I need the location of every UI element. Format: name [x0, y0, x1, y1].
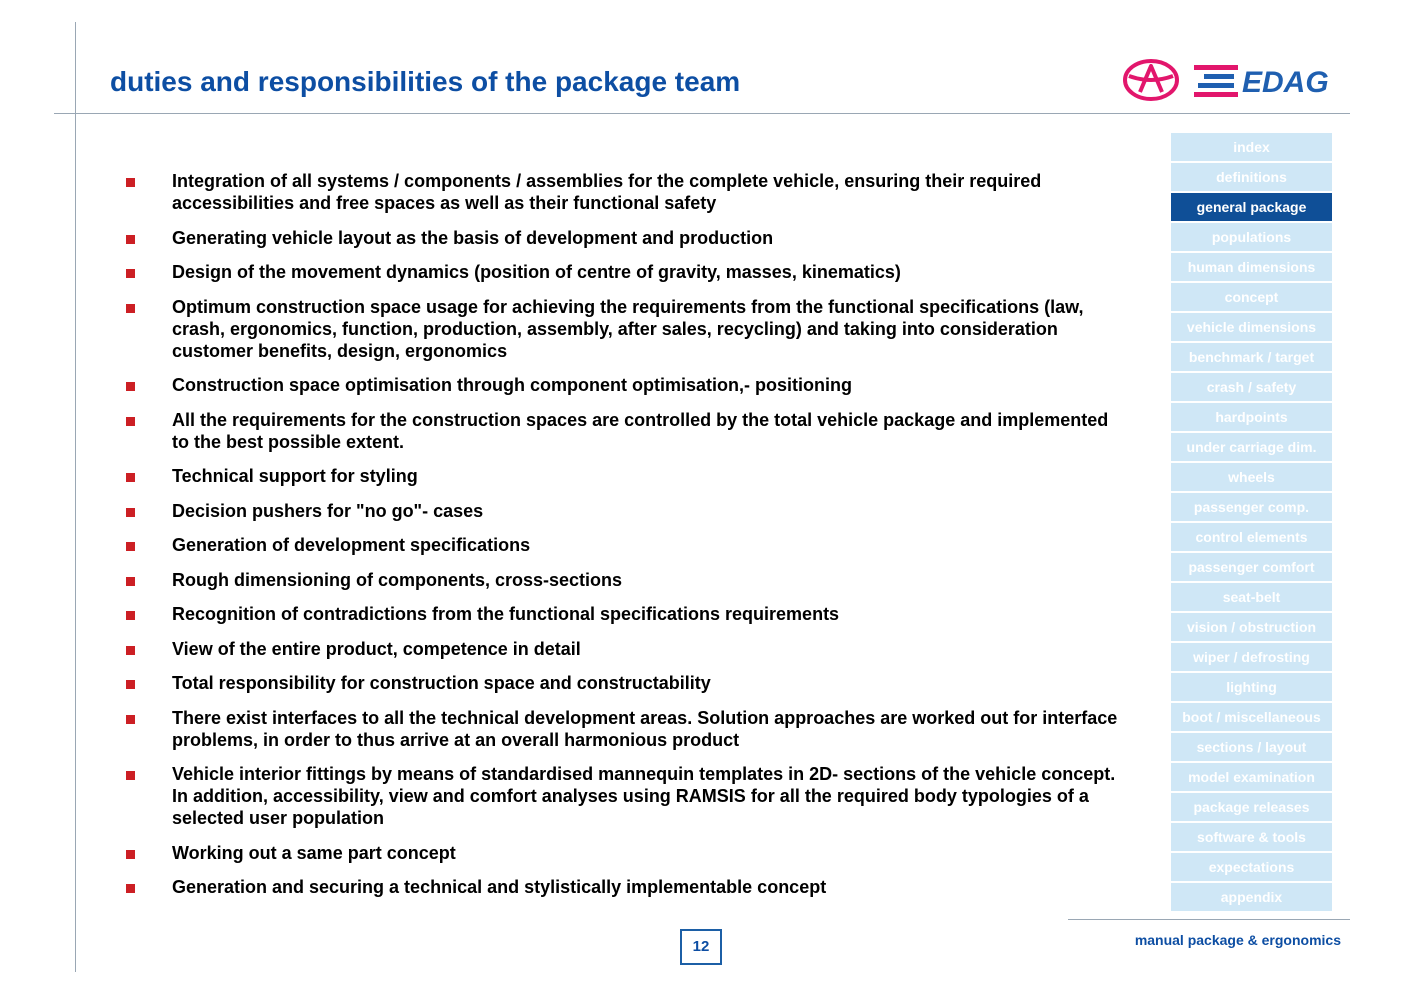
- nav-item-concept[interactable]: concept: [1171, 283, 1332, 311]
- list-item: [120, 500, 1120, 522]
- nav-item-passenger-comfort[interactable]: passenger comfort: [1171, 553, 1332, 581]
- list-item: [120, 261, 1120, 283]
- bullet-square-icon: [126, 304, 135, 313]
- edag-logo-text: EDAG: [1242, 66, 1329, 99]
- list-item-text: Generation and securing a technical and stylistically implementable concept: [172, 877, 827, 897]
- duties-list: [120, 170, 1120, 911]
- nav-item-control-elements[interactable]: control elements: [1171, 523, 1332, 551]
- bullet-square-icon: [126, 508, 135, 517]
- bullet-square-icon: [126, 577, 135, 586]
- list-item-text: Vehicle interior fittings by means of standardised mannequin templates in 2D- sections of the vehicle concept. In addition, accessibility, view and comfort analyses using RAMSIS for all the required body typologies of a selected user population: [172, 764, 1116, 828]
- list-item-text: Working out a same part concept: [172, 842, 456, 863]
- nav-item-populations[interactable]: populations: [1171, 223, 1332, 251]
- page-number: 12: [680, 929, 722, 965]
- list-item: [120, 296, 1120, 362]
- list-item: [120, 374, 1120, 396]
- left-divider: [75, 22, 76, 972]
- bullet-square-icon: [126, 715, 135, 724]
- emblem-logo: [1122, 58, 1180, 102]
- nav-item-vision-obstruction[interactable]: vision / obstruction: [1171, 613, 1332, 641]
- list-item-text: View of the entire product, competence in detail: [172, 638, 581, 659]
- nav-item-human-dimensions[interactable]: human dimensions: [1171, 253, 1332, 281]
- nav-item-benchmark-target[interactable]: benchmark / target: [1171, 343, 1332, 371]
- footer-title: manual package & ergonomics: [1134, 932, 1341, 948]
- bullet-square-icon: [126, 884, 135, 893]
- nav-item-seat-belt[interactable]: seat-belt: [1171, 583, 1332, 611]
- list-item: [120, 227, 1120, 249]
- bullet-square-icon: [126, 542, 135, 551]
- list-item-text: Rough dimensioning of components, cross-sections: [172, 569, 623, 590]
- nav-item-appendix[interactable]: appendix: [1171, 883, 1332, 911]
- nav-item-expectations[interactable]: expectations: [1171, 853, 1332, 881]
- nav-item-passenger-comp[interactable]: passenger comp.: [1171, 493, 1332, 521]
- bullet-square-icon: [126, 178, 135, 187]
- list-item-text: Generation of development specifications: [172, 535, 531, 555]
- bullet-square-icon: [126, 473, 135, 482]
- nav-item-model-examination[interactable]: model examination: [1171, 763, 1332, 791]
- nav-item-boot-miscellaneous[interactable]: boot / miscellaneous: [1171, 703, 1332, 731]
- list-item: [120, 409, 1120, 453]
- list-item-text: Generating vehicle layout as the basis of development and production: [172, 227, 774, 248]
- nav-item-sections-layout[interactable]: sections / layout: [1171, 733, 1332, 761]
- list-item-text: There exist interfaces to all the technical development areas. Solution approaches are worked out for interface problems, in order to thus arrive at an overall harmonious product: [172, 707, 1118, 750]
- list-item-text: Recognition of contradictions from the functional specifications requirements: [172, 604, 840, 624]
- list-item: [120, 569, 1120, 591]
- nav-item-wiper-defrosting[interactable]: wiper / defrosting: [1171, 643, 1332, 671]
- nav-item-vehicle-dimensions[interactable]: vehicle dimensions: [1171, 313, 1332, 341]
- list-item: [120, 170, 1120, 214]
- bullet-square-icon: [126, 771, 135, 780]
- page-title: duties and responsibilities of the package team: [110, 66, 741, 97]
- nav-item-package-releases[interactable]: package releases: [1171, 793, 1332, 821]
- header-divider: [54, 113, 1350, 114]
- bullet-square-icon: [126, 269, 135, 278]
- list-item: [120, 534, 1120, 556]
- nav-item-lighting[interactable]: lighting: [1171, 673, 1332, 701]
- bullet-square-icon: [126, 611, 135, 620]
- edag-logo: [1194, 62, 1342, 100]
- bullet-square-icon: [126, 382, 135, 391]
- nav-item-definitions[interactable]: definitions: [1171, 163, 1332, 191]
- list-item-text: All the requirements for the construction spaces are controlled by the total vehicle package and implemented to the best possible extent.: [172, 409, 1109, 452]
- list-item-text: Optimum construction space usage for achieving the requirements from the functional specifications (law, crash, ergonomics, function, production, assembly, after sales, recycling) and taking into consideration customer benefits, design, ergonomics: [172, 296, 1084, 361]
- list-item-text: Integration of all systems / components / assemblies for the complete vehicle, ensuring their required accessibilities and free spaces as well as their functional safety: [172, 171, 1042, 213]
- bullet-square-icon: [126, 850, 135, 859]
- list-item-text: Total responsibility for construction space and constructability: [172, 673, 711, 693]
- nav-item-crash-safety[interactable]: crash / safety: [1171, 373, 1332, 401]
- list-item: [120, 672, 1120, 694]
- bullet-square-icon: [126, 680, 135, 689]
- nav-item-wheels[interactable]: wheels: [1171, 463, 1332, 491]
- list-item: [120, 707, 1120, 751]
- nav-item-hardpoints[interactable]: hardpoints: [1171, 403, 1332, 431]
- bullet-square-icon: [126, 417, 135, 426]
- nav-item-under-carriage-dim[interactable]: under carriage dim.: [1171, 433, 1332, 461]
- bullet-square-icon: [126, 646, 135, 655]
- nav-item-software-tools[interactable]: software & tools: [1171, 823, 1332, 851]
- list-item-text: Technical support for styling: [172, 466, 418, 486]
- list-item-text: Design of the movement dynamics (position of centre of gravity, masses, kinematics): [172, 262, 901, 282]
- list-item: [120, 876, 1120, 898]
- section-nav: [1171, 133, 1332, 913]
- list-item: [120, 842, 1120, 864]
- list-item: [120, 603, 1120, 625]
- footer-divider: [1068, 919, 1350, 920]
- list-item-text: Construction space optimisation through component optimisation,- positioning: [172, 375, 852, 395]
- list-item-text: Decision pushers for "no go"- cases: [172, 500, 484, 521]
- nav-item-general-package[interactable]: general package: [1171, 193, 1332, 221]
- list-item: [120, 763, 1120, 829]
- list-item: [120, 638, 1120, 660]
- list-item: [120, 465, 1120, 487]
- nav-item-index[interactable]: index: [1171, 133, 1332, 161]
- bullet-square-icon: [126, 235, 135, 244]
